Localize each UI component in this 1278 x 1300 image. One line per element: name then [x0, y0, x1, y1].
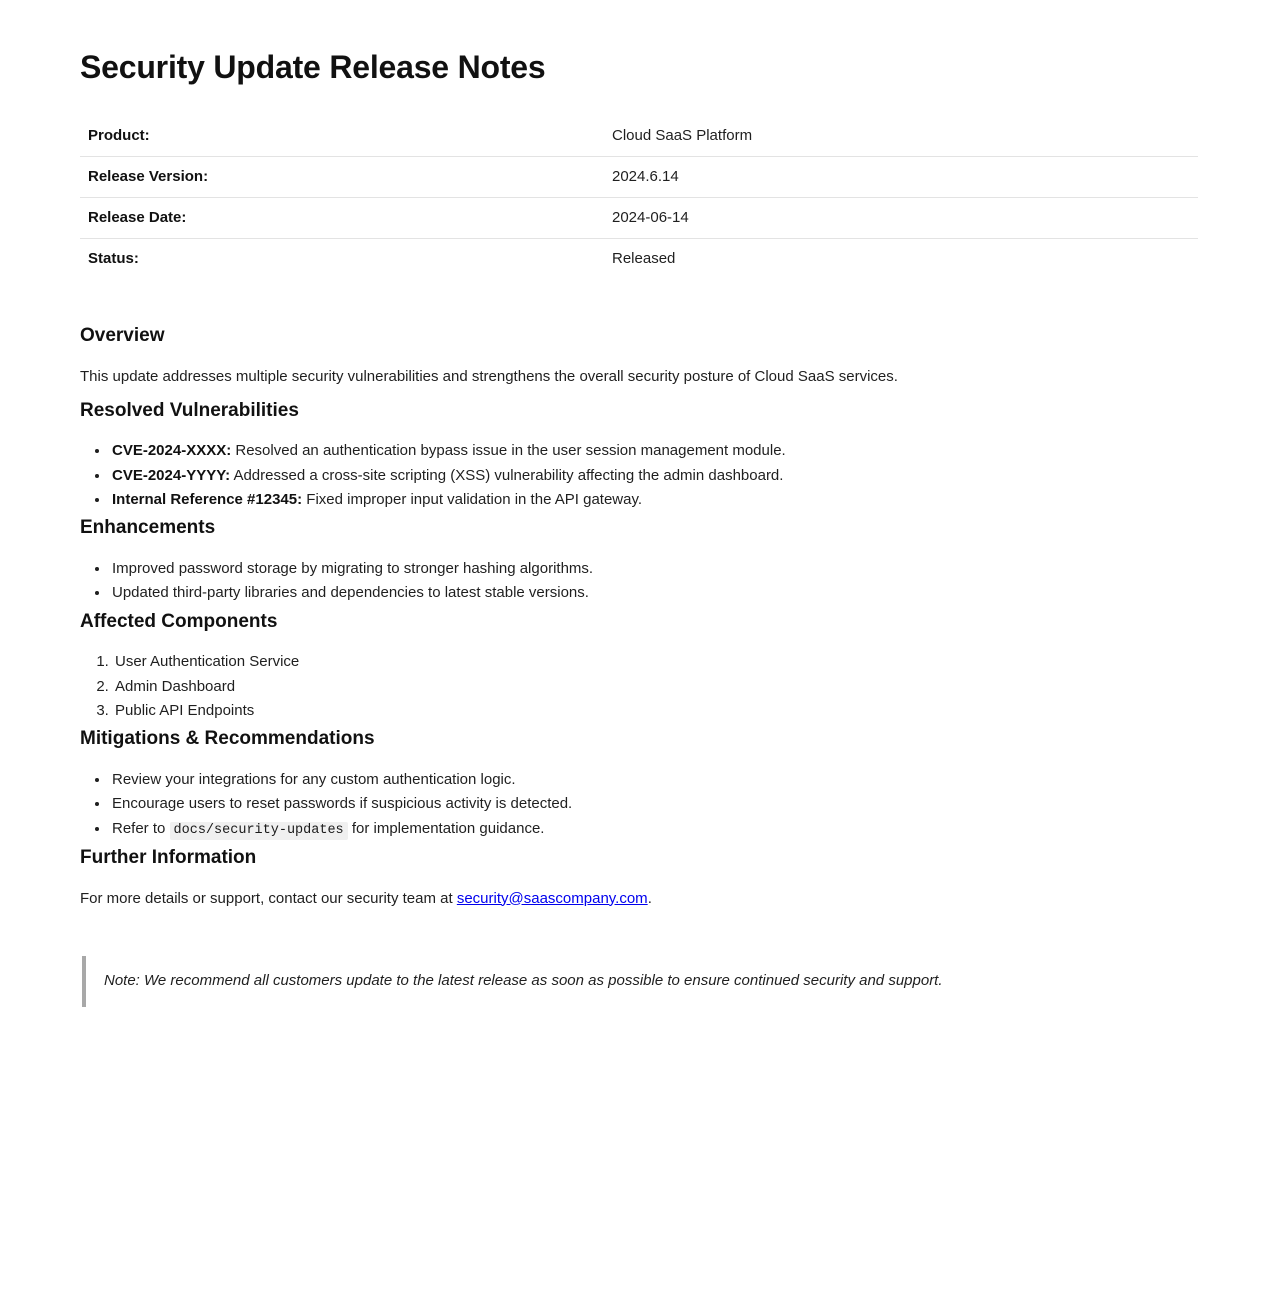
vulnerability-description: Resolved an authentication bypass issue in the user session management module.	[231, 442, 786, 460]
vulnerability-id: CVE-2024-YYYY:	[112, 466, 231, 484]
list-item: • Review your integrations for any custom authentication logic.	[110, 769, 1198, 790]
heading-overview: Overview	[80, 325, 165, 347]
vulnerability-id: Internal Reference #12345:	[112, 490, 303, 508]
meta-key-status: Status:	[88, 249, 139, 267]
mitigation-text-after: for implementation guidance.	[347, 819, 545, 837]
list-item	[110, 465, 1198, 486]
list-item: 1. User Authentication Service	[113, 651, 1198, 672]
heading-affected-components: Affected Components	[80, 610, 278, 632]
list-item: • Improved password storage by migrating to stronger hashing algorithms.	[110, 558, 1198, 579]
vulnerability-description: Fixed improper input validation in the API gateway.	[302, 490, 643, 508]
contact-text-after: .	[647, 889, 652, 907]
section-mitigations	[80, 727, 1198, 840]
meta-key-product: Product:	[88, 127, 150, 145]
section-affected-components	[80, 610, 1198, 722]
meta-value-product: Cloud SaaS Platform	[612, 127, 753, 145]
overview-paragraph: This update addresses multiple security vulnerabilities and strengthens the overall security posture of Cloud SaaS services.	[80, 368, 898, 386]
section-overview	[80, 324, 1198, 388]
affected-components-list	[80, 651, 1198, 721]
meta-value-release-date: 2024-06-14	[612, 208, 689, 226]
note-text: Note: We recommend all customers update to the latest release as soon as possible to ensure continued security and support.	[104, 972, 943, 990]
docs-path-code: docs/security-updates	[170, 822, 348, 840]
meta-value-release-version: 2024.6.14	[612, 168, 679, 186]
table-row	[80, 197, 1198, 238]
table-row	[80, 116, 1198, 156]
mitigations-list	[80, 769, 1198, 840]
list-item: • Updated third-party libraries and dependencies to latest stable versions.	[110, 582, 1198, 603]
bottom-spacer	[80, 1007, 1198, 1227]
security-email-link[interactable]: security@saascompany.com	[456, 889, 648, 907]
heading-enhancements: Enhancements	[80, 517, 216, 539]
heading-resolved-vulnerabilities: Resolved Vulnerabilities	[80, 399, 299, 421]
mitigation-text-before: Refer to	[112, 819, 170, 837]
list-item: • Encourage users to reset passwords if suspicious activity is detected.	[110, 793, 1198, 814]
section-resolved-vulnerabilities	[80, 399, 1198, 511]
further-information-paragraph	[80, 888, 1198, 911]
section-further-information	[80, 846, 1198, 910]
table-row	[80, 238, 1198, 278]
meta-value-status: Released	[612, 249, 676, 267]
page-title: Security Update Release Notes	[80, 49, 546, 85]
list-item	[110, 440, 1198, 461]
list-item: 3. Public API Endpoints	[113, 700, 1198, 721]
vulnerability-description: Addressed a cross-site scripting (XSS) vulnerability affecting the admin dashboard.	[230, 466, 784, 484]
contact-text-before: For more details or support, contact our security team at	[80, 889, 457, 907]
meta-key-release-version: Release Version:	[88, 168, 209, 186]
list-item	[110, 489, 1198, 510]
heading-mitigations: Mitigations & Recommendations	[80, 728, 375, 750]
list-item: 2. Admin Dashboard	[113, 676, 1198, 697]
section-enhancements	[80, 516, 1198, 603]
table-row	[80, 157, 1198, 198]
meta-key-release-date: Release Date:	[88, 208, 187, 226]
vulnerability-id: CVE-2024-XXXX:	[112, 442, 232, 460]
heading-further-information: Further Information	[80, 846, 257, 868]
enhancements-list	[80, 558, 1198, 604]
note-blockquote	[82, 956, 1198, 1007]
resolved-vulnerabilities-list	[80, 440, 1198, 510]
release-metadata-table	[80, 116, 1198, 278]
list-item	[110, 818, 1198, 840]
